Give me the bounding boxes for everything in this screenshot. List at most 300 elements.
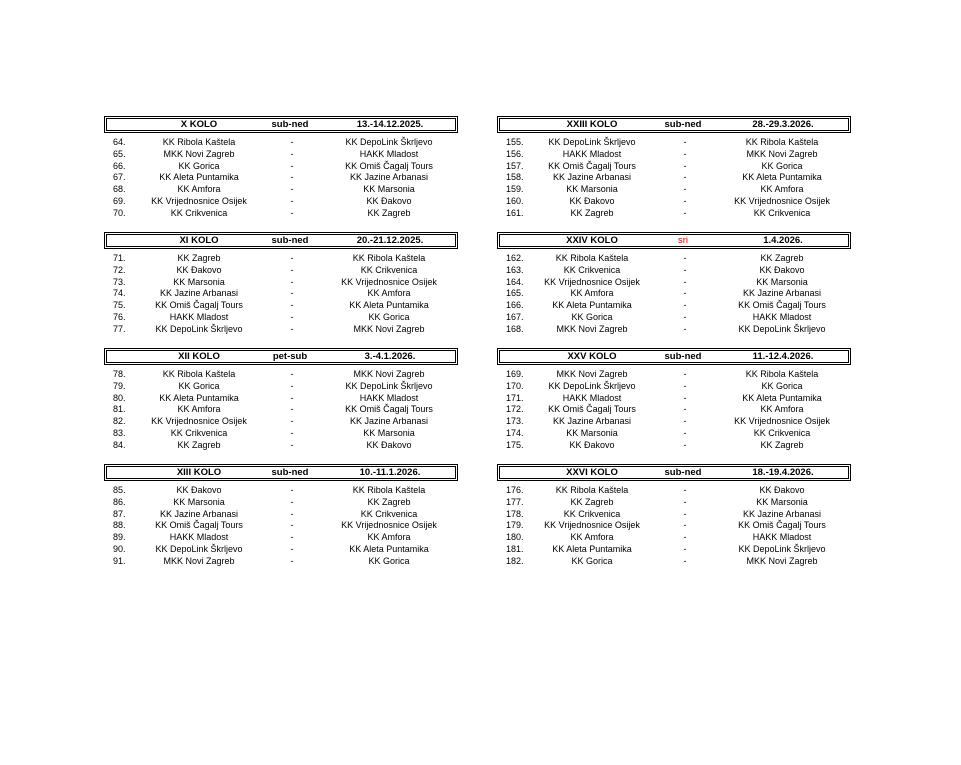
match-row <box>104 137 458 149</box>
round-header <box>497 116 851 133</box>
match-separator: - <box>290 485 294 495</box>
away-team: HAKK Mladost <box>752 311 812 322</box>
home-team: KK Amfora <box>177 404 221 415</box>
away-team: KK Marsonia <box>756 276 808 287</box>
match-row <box>104 532 458 544</box>
home-team: MKK Novi Zagreb <box>163 148 235 159</box>
match-separator: - <box>290 369 294 379</box>
home-team: KK Vrijednosnice Osijek <box>151 195 247 206</box>
match-separator: - <box>683 137 687 147</box>
match-number: 181. <box>506 543 524 554</box>
match-row <box>104 300 458 312</box>
match-row <box>497 196 851 208</box>
match-separator: - <box>290 555 294 566</box>
away-team: KK Ribola Kaštela <box>352 253 426 263</box>
match-row <box>104 277 458 289</box>
away-team: KK DepoLink Škrljevo <box>345 137 433 147</box>
home-team: KK Crikvenica <box>563 508 621 519</box>
match-separator: - <box>683 369 687 379</box>
match-row <box>497 404 851 416</box>
match-separator: - <box>290 148 294 159</box>
match-number: 173. <box>506 416 524 427</box>
match-row <box>104 520 458 532</box>
round-name: XXV KOLO <box>567 351 617 362</box>
match-separator: - <box>683 172 687 183</box>
away-team: KK Amfora <box>367 532 411 543</box>
match-list <box>497 253 851 336</box>
match-separator: - <box>290 276 294 287</box>
match-number: 167. <box>506 311 524 322</box>
home-team: KK Jazine Arbanasi <box>159 288 239 299</box>
match-separator: - <box>290 253 294 263</box>
match-row <box>104 544 458 556</box>
home-team: KK Gorica <box>178 380 220 391</box>
match-separator: - <box>290 288 294 299</box>
match-separator: - <box>290 195 294 206</box>
round-date: 13.-14.12.2025. <box>356 119 424 130</box>
match-row <box>497 520 851 532</box>
away-team: KK Marsonia <box>363 184 415 195</box>
match-number: 168. <box>506 323 524 334</box>
match-row <box>497 416 851 428</box>
round-days: pet-sub <box>272 351 308 362</box>
home-team: KK Amfora <box>177 184 221 195</box>
match-number: 156. <box>506 148 524 159</box>
match-row <box>497 288 851 300</box>
match-separator: - <box>290 207 294 218</box>
match-number: 89. <box>113 532 126 543</box>
match-list <box>104 253 458 336</box>
match-row <box>104 381 458 393</box>
away-team: KK Amfora <box>760 184 804 195</box>
match-row <box>497 497 851 509</box>
match-number: 81. <box>113 404 126 415</box>
away-team: KK Aleta Puntamika <box>349 300 429 311</box>
round-days: sub-ned <box>664 351 702 362</box>
home-team: KK Marsonia <box>173 496 225 507</box>
match-row <box>497 253 851 265</box>
match-number: 179. <box>506 520 524 531</box>
match-row <box>497 172 851 184</box>
match-separator: - <box>290 137 294 147</box>
match-separator: - <box>683 253 687 263</box>
home-team: KK Amfora <box>570 532 614 543</box>
away-team: KK Aleta Puntamika <box>742 392 822 403</box>
home-team: HAKK Mladost <box>562 392 622 403</box>
match-row <box>104 497 458 509</box>
home-team: KK DepoLink Škrljevo <box>155 543 243 554</box>
match-row <box>104 440 458 452</box>
match-number: 177. <box>506 496 524 507</box>
home-team: KK Gorica <box>178 160 220 171</box>
match-number: 69. <box>113 195 126 206</box>
home-team: KK Vrijednosnice Osijek <box>544 276 640 287</box>
match-number: 80. <box>113 392 126 403</box>
home-team: MKK Novi Zagreb <box>556 323 628 334</box>
match-row <box>497 184 851 196</box>
match-separator: - <box>290 300 294 311</box>
schedule-column-right <box>497 116 851 580</box>
home-team: KK Omiš Čagalj Tours <box>155 300 243 311</box>
round-date: 11.-12.4.2026. <box>752 351 814 362</box>
match-list <box>497 369 851 452</box>
home-team: KK Crikvenica <box>170 427 228 438</box>
match-separator: - <box>290 264 294 275</box>
round-block <box>104 232 458 338</box>
round-header <box>104 464 458 481</box>
home-team: KK Jazine Arbanasi <box>552 416 632 427</box>
match-separator: - <box>683 311 687 322</box>
match-row <box>497 161 851 173</box>
match-row <box>104 393 458 405</box>
home-team: KK Omiš Čagalj Tours <box>548 160 636 171</box>
match-separator: - <box>683 288 687 299</box>
match-separator: - <box>683 264 687 275</box>
match-row <box>104 509 458 521</box>
match-number: 162. <box>506 253 524 263</box>
match-separator: - <box>683 392 687 403</box>
match-row <box>497 532 851 544</box>
match-row <box>104 288 458 300</box>
away-team: KK Jazine Arbanasi <box>349 416 429 427</box>
round-date: 18.-19.4.2026. <box>752 467 814 478</box>
round-days: sub-ned <box>271 467 309 478</box>
match-separator: - <box>683 207 687 218</box>
match-row <box>497 428 851 440</box>
away-team: MKK Novi Zagreb <box>353 369 425 379</box>
match-row <box>104 196 458 208</box>
round-header <box>497 348 851 365</box>
round-header <box>104 232 458 249</box>
match-number: 182. <box>506 555 524 566</box>
home-team: KK Omiš Čagalj Tours <box>548 404 636 415</box>
match-row <box>104 172 458 184</box>
round-block <box>104 116 458 222</box>
match-row <box>104 184 458 196</box>
match-row <box>497 208 851 220</box>
away-team: KK Vrijednosnice Osijek <box>341 276 437 287</box>
round-days: sri <box>677 235 689 246</box>
away-team: KK Đakovo <box>759 264 805 275</box>
match-row <box>104 485 458 497</box>
match-number: 73. <box>113 276 126 287</box>
match-row <box>497 277 851 289</box>
match-number: 79. <box>113 380 126 391</box>
match-separator: - <box>683 427 687 438</box>
away-team: KK DepoLink Škrljevo <box>738 323 826 334</box>
match-separator: - <box>290 508 294 519</box>
away-team: KK Vrijednosnice Osijek <box>734 416 830 427</box>
match-separator: - <box>683 543 687 554</box>
match-row <box>497 381 851 393</box>
match-row <box>497 300 851 312</box>
match-row <box>497 393 851 405</box>
match-row <box>497 265 851 277</box>
away-team: MKK Novi Zagreb <box>746 555 818 566</box>
round-days: sub-ned <box>271 119 309 130</box>
match-row <box>104 416 458 428</box>
match-number: 160. <box>506 195 524 206</box>
match-number: 64. <box>113 137 126 147</box>
match-number: 171. <box>506 392 524 403</box>
match-row <box>104 253 458 265</box>
match-row <box>497 149 851 161</box>
match-separator: - <box>683 439 687 450</box>
match-row <box>497 312 851 324</box>
match-separator: - <box>683 416 687 427</box>
home-team: KK Aleta Puntamika <box>552 300 632 311</box>
match-separator: - <box>683 184 687 195</box>
match-number: 169. <box>506 369 524 379</box>
away-team: KK Vrijednosnice Osijek <box>734 195 830 206</box>
match-row <box>497 324 851 336</box>
away-team: KK Ribola Kaštela <box>352 485 426 495</box>
away-team: KK Amfora <box>367 288 411 299</box>
match-separator: - <box>290 496 294 507</box>
match-number: 75. <box>113 300 126 311</box>
match-number: 74. <box>113 288 126 299</box>
away-team: HAKK Mladost <box>359 392 419 403</box>
match-list <box>104 137 458 220</box>
away-team: KK Đakovo <box>366 195 412 206</box>
round-header <box>104 116 458 133</box>
home-team: MKK Novi Zagreb <box>556 369 628 379</box>
match-separator: - <box>290 439 294 450</box>
match-separator: - <box>290 543 294 554</box>
round-name: XII KOLO <box>178 351 220 362</box>
match-number: 174. <box>506 427 524 438</box>
match-separator: - <box>683 532 687 543</box>
match-number: 70. <box>113 207 126 218</box>
round-days: sub-ned <box>664 467 702 478</box>
away-team: KK Omiš Čagalj Tours <box>345 160 433 171</box>
away-team: KK Ribola Kaštela <box>745 369 819 379</box>
match-separator: - <box>683 276 687 287</box>
home-team: KK Gorica <box>571 311 613 322</box>
away-team: KK Vrijednosnice Osijek <box>341 520 437 531</box>
home-team: KK Zagreb <box>177 439 221 450</box>
away-team: KK Zagreb <box>760 439 804 450</box>
away-team: KK Gorica <box>368 311 410 322</box>
match-number: 176. <box>506 485 524 495</box>
home-team: KK Đakovo <box>176 264 222 275</box>
match-number: 163. <box>506 264 524 275</box>
match-number: 67. <box>113 172 126 183</box>
round-block <box>104 464 458 570</box>
home-team: KK Ribola Kaštela <box>162 137 236 147</box>
match-row <box>104 428 458 440</box>
round-name: X KOLO <box>180 119 218 130</box>
match-row <box>104 404 458 416</box>
match-separator: - <box>683 496 687 507</box>
home-team: KK Crikvenica <box>170 207 228 218</box>
home-team: KK Aleta Puntamika <box>159 392 239 403</box>
match-number: 157. <box>506 160 524 171</box>
match-row <box>104 161 458 173</box>
match-separator: - <box>290 520 294 531</box>
match-number: 178. <box>506 508 524 519</box>
match-row <box>104 149 458 161</box>
round-name: XI KOLO <box>179 235 219 246</box>
round-block <box>497 464 851 570</box>
match-separator: - <box>290 404 294 415</box>
home-team: KK DepoLink Škrljevo <box>155 323 243 334</box>
away-team: KK Đakovo <box>759 485 805 495</box>
round-block <box>497 116 851 222</box>
home-team: KK Gorica <box>571 555 613 566</box>
match-row <box>497 556 851 568</box>
match-separator: - <box>683 404 687 415</box>
match-separator: - <box>683 508 687 519</box>
home-team: KK DepoLink Škrljevo <box>548 380 636 391</box>
match-number: 159. <box>506 184 524 195</box>
home-team: KK Aleta Puntamika <box>159 172 239 183</box>
home-team: KK Zagreb <box>570 207 614 218</box>
away-team: KK Omiš Čagalj Tours <box>738 300 826 311</box>
match-separator: - <box>683 520 687 531</box>
home-team: KK Marsonia <box>566 184 618 195</box>
match-number: 164. <box>506 276 524 287</box>
round-date: 1.4.2026. <box>763 235 803 246</box>
away-team: KK Omiš Čagalj Tours <box>738 520 826 531</box>
match-number: 161. <box>506 207 524 218</box>
match-number: 170. <box>506 380 524 391</box>
match-number: 78. <box>113 369 126 379</box>
away-team: KK Marsonia <box>363 427 415 438</box>
match-number: 68. <box>113 184 126 195</box>
match-number: 158. <box>506 172 524 183</box>
match-separator: - <box>683 300 687 311</box>
match-number: 84. <box>113 439 126 450</box>
match-number: 155. <box>506 137 524 147</box>
match-row <box>104 369 458 381</box>
home-team: KK Ribola Kaštela <box>555 485 629 495</box>
match-separator: - <box>683 160 687 171</box>
match-list <box>104 485 458 568</box>
match-number: 66. <box>113 160 126 171</box>
match-separator: - <box>683 148 687 159</box>
round-header <box>497 464 851 481</box>
away-team: KK Crikvenica <box>360 264 418 275</box>
round-days: sub-ned <box>664 119 702 130</box>
match-separator: - <box>290 392 294 403</box>
home-team: KK Ribola Kaštela <box>555 253 629 263</box>
home-team: KK Marsonia <box>566 427 618 438</box>
home-team: KK Jazine Arbanasi <box>159 508 239 519</box>
home-team: HAKK Mladost <box>169 532 229 543</box>
home-team: KK Ribola Kaštela <box>162 369 236 379</box>
round-days: sub-ned <box>271 235 309 246</box>
round-date: 20.-21.12.2025. <box>356 235 424 246</box>
match-separator: - <box>290 427 294 438</box>
away-team: MKK Novi Zagreb <box>353 323 425 334</box>
match-row <box>497 137 851 149</box>
match-number: 72. <box>113 264 126 275</box>
match-separator: - <box>290 323 294 334</box>
away-team: KK DepoLink Škrljevo <box>345 380 433 391</box>
home-team: KK Marsonia <box>173 276 225 287</box>
round-block <box>497 348 851 454</box>
round-name: XIII KOLO <box>176 467 222 478</box>
match-number: 83. <box>113 427 126 438</box>
match-number: 87. <box>113 508 126 519</box>
home-team: KK Amfora <box>570 288 614 299</box>
match-row <box>497 485 851 497</box>
home-team: KK Zagreb <box>570 496 614 507</box>
home-team: KK Đakovo <box>569 439 615 450</box>
round-name: XXVI KOLO <box>566 467 618 478</box>
home-team: MKK Novi Zagreb <box>163 555 235 566</box>
match-number: 175. <box>506 439 524 450</box>
match-row <box>104 324 458 336</box>
away-team: KK Crikvenica <box>360 508 418 519</box>
home-team: KK Vrijednosnice Osijek <box>151 416 247 427</box>
match-row <box>104 265 458 277</box>
match-row <box>497 369 851 381</box>
match-list <box>104 369 458 452</box>
match-row <box>104 208 458 220</box>
away-team: KK Zagreb <box>760 253 804 263</box>
match-list <box>497 137 851 220</box>
round-header <box>104 348 458 365</box>
away-team: HAKK Mladost <box>359 148 419 159</box>
round-block <box>104 348 458 454</box>
away-team: KK Zagreb <box>367 496 411 507</box>
match-number: 88. <box>113 520 126 531</box>
match-number: 172. <box>506 404 524 415</box>
away-team: KK Gorica <box>368 555 410 566</box>
away-team: KK Jazine Arbanasi <box>349 172 429 183</box>
away-team: KK Aleta Puntamika <box>742 172 822 183</box>
round-date: 3.-4.1.2026. <box>364 351 416 362</box>
schedule-column-left <box>104 116 458 580</box>
away-team: KK Đakovo <box>366 439 412 450</box>
match-number: 90. <box>113 543 126 554</box>
away-team: KK Marsonia <box>756 496 808 507</box>
match-row <box>497 509 851 521</box>
home-team: KK Omiš Čagalj Tours <box>155 520 243 531</box>
match-number: 180. <box>506 532 524 543</box>
match-number: 65. <box>113 148 126 159</box>
match-number: 86. <box>113 496 126 507</box>
match-separator: - <box>290 380 294 391</box>
match-number: 85. <box>113 485 126 495</box>
away-team: KK Aleta Puntamika <box>349 543 429 554</box>
match-separator: - <box>683 380 687 391</box>
round-name: XXIV KOLO <box>566 235 618 246</box>
match-separator: - <box>290 532 294 543</box>
match-separator: - <box>290 416 294 427</box>
away-team: KK Jazine Arbanasi <box>742 288 822 299</box>
away-team: KK Jazine Arbanasi <box>742 508 822 519</box>
match-number: 91. <box>113 555 126 566</box>
home-team: KK Đakovo <box>176 485 222 495</box>
match-separator: - <box>290 311 294 322</box>
match-separator: - <box>290 172 294 183</box>
match-number: 77. <box>113 323 126 334</box>
match-row <box>104 556 458 568</box>
home-team: KK Jazine Arbanasi <box>552 172 632 183</box>
home-team: KK Vrijednosnice Osijek <box>544 520 640 531</box>
home-team: KK Aleta Puntamika <box>552 543 632 554</box>
round-date: 28.-29.3.2026. <box>752 119 814 130</box>
round-name: XXIII KOLO <box>566 119 618 130</box>
away-team: KK Ribola Kaštela <box>745 137 819 147</box>
match-number: 71. <box>113 253 126 263</box>
home-team: HAKK Mladost <box>562 148 622 159</box>
match-separator: - <box>683 323 687 334</box>
match-number: 82. <box>113 416 126 427</box>
